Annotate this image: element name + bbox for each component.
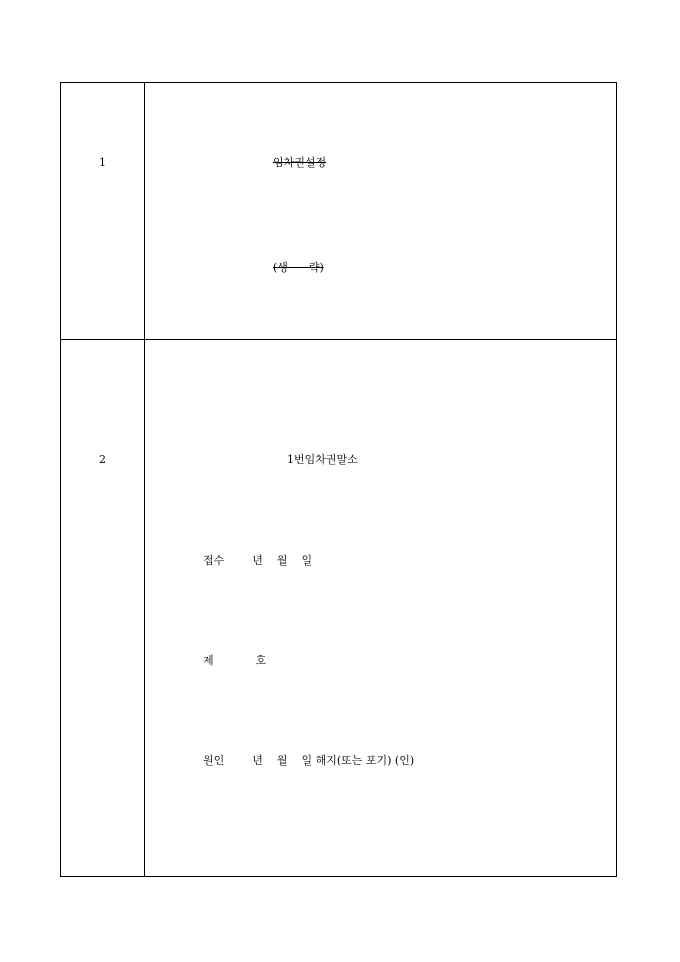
registry-table: [60, 82, 617, 877]
rank-number-cell: [61, 83, 145, 339]
table-row-2: [61, 340, 616, 876]
rank-number: 1: [99, 156, 106, 169]
receipt-date-line: 접수 년 월 일: [203, 554, 313, 567]
entry-title: 1번임차권말소: [287, 453, 358, 466]
document-number-line: 제 호: [203, 654, 267, 667]
entry-content-cell: [145, 83, 616, 339]
omitted-note-struck: (생 략): [273, 261, 324, 274]
entry-title-struck: 임차권설정: [273, 156, 327, 169]
table-row-1: [61, 83, 616, 340]
rank-number: 2: [99, 453, 106, 466]
cause-line: 원인 년 월 일 해지(또는 포기) (인): [203, 754, 415, 767]
entry-content-cell: [145, 340, 616, 876]
rank-number-cell: [61, 340, 145, 876]
